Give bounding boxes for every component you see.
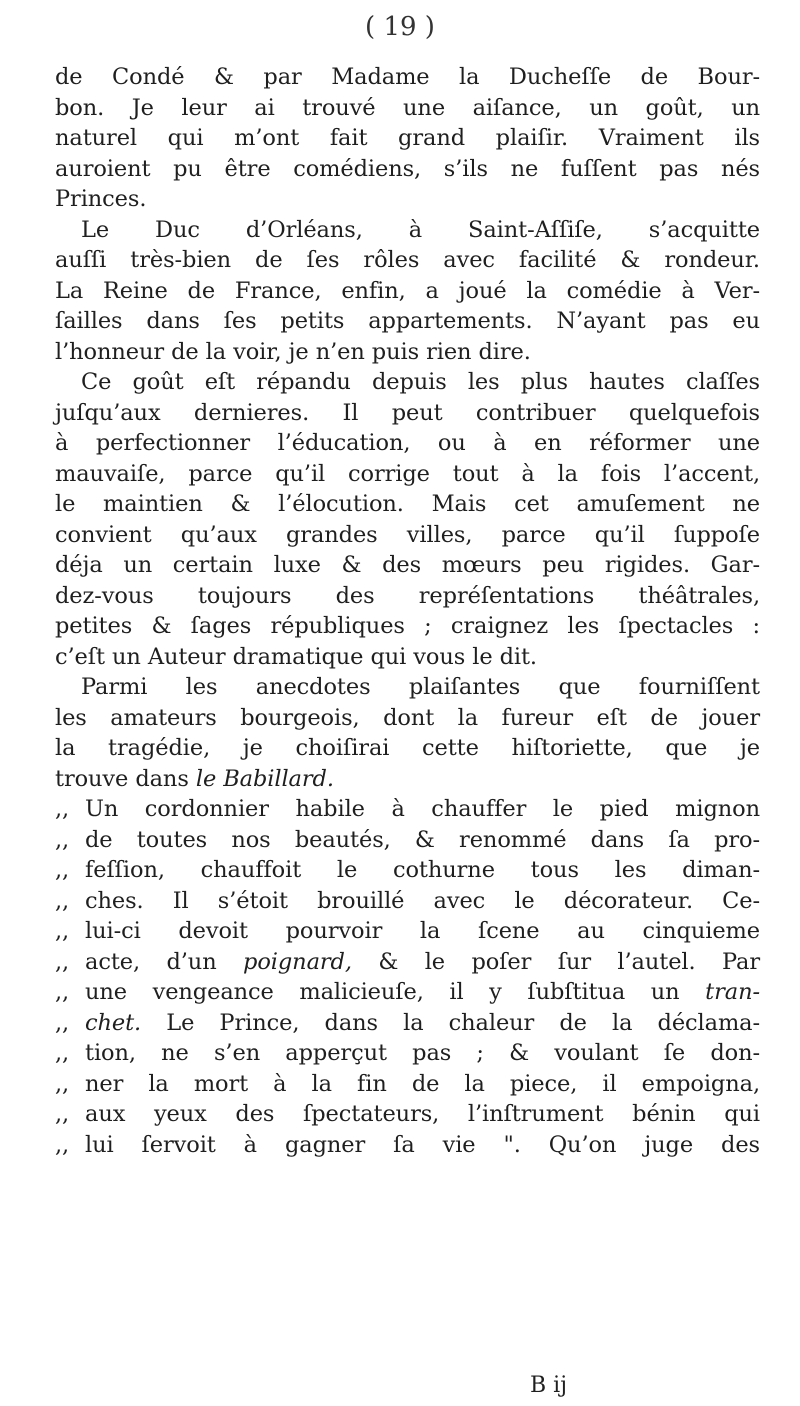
paragraph-start-line: Ce goût eſt répandu depuis les plus hautes claſſes xyxy=(81,369,760,395)
quote-mark: ,, xyxy=(55,918,70,944)
text-fragment: trouve dans xyxy=(55,765,189,792)
quote-line xyxy=(55,916,760,947)
text-line: La Reine de France, enfin, a joué la comédie à Ver- xyxy=(55,277,760,304)
text-line: les amateurs bourgeois, dont la fureur eſt de jouer xyxy=(55,704,760,731)
quote-mark: ,, xyxy=(55,1070,70,1097)
quote-line xyxy=(55,886,760,917)
quote-line xyxy=(55,1038,760,1069)
text-line: la tragédie, je choiſirai cette hiſtoriette, que je xyxy=(55,735,760,761)
quote-line xyxy=(55,1130,760,1161)
italic-word: tran- xyxy=(705,979,760,1005)
quote-mark: ,, xyxy=(55,1040,70,1066)
text-line: auroient pu être comédiens, s’ils ne fuſſent pas nés xyxy=(55,155,760,182)
text-line: mauvaiſe, parce qu’il corrige tout à la fois l’accent, xyxy=(55,460,760,487)
quote-mark: ,, xyxy=(55,887,70,914)
text-line: à perfectionner l’éducation, ou à en réformer une xyxy=(55,430,760,456)
quote-text: ner la mort à la fin de la piece, il empoigna, xyxy=(85,1070,760,1097)
quote-text xyxy=(85,977,760,1008)
quote-mark: ,, xyxy=(55,1131,70,1158)
quote-text: tion, ne s’en apperçut pas ; & voulant ſe don- xyxy=(85,1040,760,1066)
body-text xyxy=(55,62,760,1160)
paragraph-start-line: Le Duc d’Orléans, à Saint-Aſſiſe, s’acquitte xyxy=(81,216,760,243)
quote-line xyxy=(55,977,760,1008)
quote-text: ches. Il s’étoit brouillé avec le décorateur. Ce- xyxy=(85,887,760,914)
text-line: déja un certain luxe & des mœurs peu rigides. Gar- xyxy=(55,552,760,578)
text-fragment: une vengeance malicieuſe, il y ſubſtitua un xyxy=(85,979,680,1005)
text-line: c’eſt un Auteur dramatique qui vous le dit. xyxy=(55,643,537,670)
quote-line xyxy=(55,825,760,856)
text-line: de Condé & par Madame la Ducheſſe de Bour- xyxy=(55,64,760,90)
quote-mark: ,, xyxy=(55,796,70,822)
page-number: ( 19 ) xyxy=(365,12,435,42)
quote-line xyxy=(55,947,760,978)
quote-mark: ,, xyxy=(55,979,70,1005)
quote-text: Un cordonnier habile à chauffer le pied mignon xyxy=(85,796,760,822)
quote-text: feſſion, chauffoit le cothurne tous les diman- xyxy=(85,857,760,883)
text-line: bon. Je leur ai trouvé une aiſance, un goût, un xyxy=(55,94,760,121)
text-line xyxy=(55,764,760,795)
quote-line xyxy=(55,855,760,886)
quote-mark: ,, xyxy=(55,1009,70,1036)
quote-line xyxy=(55,1008,760,1039)
quote-text: aux yeux des ſpectateurs, l’inſtrument bénin qui xyxy=(85,1101,760,1127)
italic-word: poignard, xyxy=(243,948,352,975)
text-line: dez-vous toujours des repréſentations théâtrales, xyxy=(55,582,760,609)
text-line: naturel qui m’ont fait grand plaiſir. Vraiment ils xyxy=(55,125,760,151)
text-fragment: Le Prince, dans la chaleur de la déclama- xyxy=(166,1009,760,1036)
text-line: le maintien & l’élocution. Mais cet amuſement ne xyxy=(55,491,760,517)
text-line: convient qu’aux grandes villes, parce qu’il ſuppoſe xyxy=(55,521,760,548)
quote-line xyxy=(55,1069,760,1100)
text-line: petites & ſages républiques ; craignez les ſpectacles : xyxy=(55,613,760,639)
paragraph-start-line: Parmi les anecdotes plaiſantes que fourniſſent xyxy=(81,674,760,700)
text-line: l’honneur de la voir, je n’en puis rien dire. xyxy=(55,338,531,365)
quote-text: lui ſervoit à gagner ſa vie ". Qu’on juge des xyxy=(85,1131,760,1158)
italic-title: le Babillard. xyxy=(195,765,334,792)
quote-mark: ,, xyxy=(55,1101,70,1127)
quote-text xyxy=(85,947,760,978)
quote-mark: ,, xyxy=(55,857,70,883)
text-line: Princes. xyxy=(55,186,147,212)
text-line: auſſi très-bien de ſes rôles avec facilité & rondeur. xyxy=(55,247,760,273)
quote-line xyxy=(55,794,760,825)
italic-word: chet. xyxy=(85,1009,142,1036)
quote-text xyxy=(85,1008,760,1039)
quote-text: lui-ci devoit pourvoir la ſcene au cinquieme xyxy=(85,918,760,944)
quote-text: de toutes nos beautés, & renommé dans ſa pro- xyxy=(85,826,760,853)
text-fragment: acte, d’un xyxy=(85,948,217,975)
quote-mark: ,, xyxy=(55,948,70,975)
quote-mark: ,, xyxy=(55,826,70,853)
quote-line xyxy=(55,1099,760,1130)
text-line: ſailles dans ſes petits appartements. N’ayant pas eu xyxy=(55,308,760,334)
text-fragment: & le poſer ſur l’autel. Par xyxy=(378,948,760,975)
text-line: juſqu’aux dernieres. Il peut contribuer quelquefois xyxy=(55,399,760,426)
signature-mark: B ij xyxy=(530,1373,568,1398)
